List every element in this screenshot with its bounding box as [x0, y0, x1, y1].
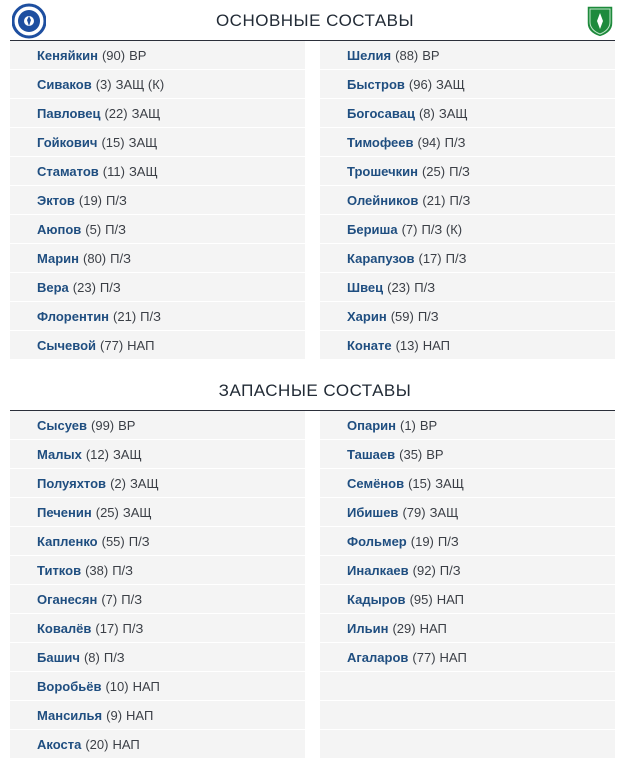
player-name[interactable]: Конате — [347, 337, 392, 353]
player-row — [320, 70, 615, 98]
player-name[interactable]: Ибишев — [347, 504, 399, 520]
player-row — [10, 498, 305, 526]
player-row — [320, 331, 615, 359]
player-name[interactable]: Сиваков — [37, 76, 92, 92]
player-name[interactable]: Аюпов — [37, 221, 82, 237]
player-position: ВР — [419, 417, 438, 433]
player-number: (17) — [95, 620, 119, 636]
player-name[interactable]: Флорентин — [37, 308, 110, 324]
player-position: П/З — [112, 562, 134, 578]
player-position: ЗАЩ — [128, 134, 158, 150]
player-number: (10) — [105, 678, 129, 694]
substitutes-title: ЗАПАСНЫЕ СОСТАВЫ — [218, 381, 412, 400]
player-position: П/З — [128, 533, 150, 549]
player-number: (90) — [101, 47, 126, 63]
player-position: ВР — [426, 446, 444, 462]
player-row — [320, 411, 615, 439]
player-name[interactable]: Трошечкин — [347, 163, 418, 179]
player-number: (5) — [85, 221, 102, 237]
player-row — [320, 527, 615, 555]
player-row — [320, 157, 615, 185]
player-row — [320, 244, 615, 272]
player-position: П/З — [140, 308, 161, 324]
player-row — [10, 273, 305, 301]
player-position: ЗАЩ — [131, 105, 161, 121]
player-number: (15) — [408, 475, 432, 491]
player-row — [10, 99, 305, 127]
player-row — [10, 614, 305, 642]
player-number: (20) — [85, 736, 109, 752]
player-row — [10, 643, 305, 671]
player-number: (7) — [101, 591, 118, 607]
player-number: (94) — [417, 134, 441, 150]
player-name[interactable]: Карапузов — [347, 250, 415, 266]
starting-away-list — [320, 41, 615, 360]
player-number: (7) — [401, 221, 418, 237]
player-number: (77) — [100, 337, 124, 353]
player-name[interactable]: Павловец — [37, 105, 101, 121]
player-position: П/З — [449, 163, 470, 179]
player-position: П/З — [110, 250, 131, 266]
player-name[interactable]: Шелия — [347, 47, 392, 63]
player-name[interactable]: Акоста — [37, 736, 82, 752]
player-number: (9) — [106, 707, 123, 723]
player-number: (77) — [412, 649, 436, 665]
player-position: П/З — [99, 279, 121, 295]
player-number: (19) — [78, 192, 103, 208]
player-number: (15) — [101, 134, 125, 150]
player-name[interactable]: Сычевой — [37, 337, 97, 353]
player-name[interactable]: Кадыров — [347, 591, 406, 607]
player-row — [320, 128, 615, 156]
player-position: НАП — [419, 620, 447, 636]
player-number: (2) — [110, 475, 126, 491]
player-row — [10, 701, 305, 729]
player-position: П/З — [449, 192, 471, 208]
player-name[interactable]: Капленко — [37, 533, 98, 549]
player-row — [10, 730, 305, 758]
empty-row — [320, 730, 615, 758]
player-name[interactable]: Богосавац — [347, 105, 415, 121]
player-name[interactable]: Ташаев — [347, 446, 396, 462]
player-position: П/З — [444, 134, 466, 150]
player-row — [320, 585, 615, 613]
player-name[interactable]: Гойкович — [37, 134, 98, 150]
player-number: (13) — [395, 337, 419, 353]
player-row — [10, 128, 305, 156]
player-position: НАП — [127, 337, 155, 353]
player-number: (1) — [399, 417, 416, 433]
player-name[interactable]: Бериша — [347, 221, 398, 237]
starting-lineups-title: ОСНОВНЫЕ СОСТАВЫ — [215, 11, 415, 30]
player-row — [10, 527, 305, 555]
player-position: П/З — [439, 562, 461, 578]
player-row — [10, 440, 305, 468]
player-position: ЗАЩ — [129, 475, 159, 491]
player-name[interactable]: Харин — [347, 308, 387, 324]
player-row — [10, 556, 305, 584]
player-position: П/З — [122, 620, 144, 636]
player-position: П/З (К) — [421, 221, 463, 237]
player-number: (8) — [83, 649, 100, 665]
player-position: ВР — [422, 47, 440, 63]
player-number: (59) — [390, 308, 414, 324]
player-position: П/З — [105, 221, 126, 237]
player-position: П/З — [414, 279, 436, 295]
player-number: (19) — [410, 533, 434, 549]
player-number: (25) — [95, 504, 119, 520]
player-row — [320, 215, 615, 243]
player-row — [320, 99, 615, 127]
player-position: ВР — [129, 47, 147, 63]
player-name[interactable]: Малых — [37, 446, 82, 462]
player-number: (23) — [387, 279, 411, 295]
player-name[interactable]: Олейников — [347, 192, 419, 208]
player-name[interactable]: Опарин — [347, 417, 396, 433]
empty-row — [320, 672, 615, 700]
player-name[interactable]: Печенин — [37, 504, 92, 520]
player-position: ЗАЩ — [128, 163, 158, 179]
player-number: (3) — [95, 76, 112, 92]
player-number: (38) — [85, 562, 109, 578]
player-name[interactable]: Тимофеев — [347, 134, 414, 150]
player-row — [10, 70, 305, 98]
player-number: (92) — [412, 562, 436, 578]
empty-row — [320, 701, 615, 729]
player-row — [10, 186, 305, 214]
player-row — [10, 215, 305, 243]
player-number: (25) — [421, 163, 446, 179]
player-name[interactable]: Фольмер — [347, 533, 407, 549]
player-number: (21) — [422, 192, 446, 208]
player-name[interactable]: Полуяхтов — [37, 475, 107, 491]
player-row — [10, 41, 305, 69]
player-position: П/З — [106, 192, 127, 208]
player-name[interactable]: Семёнов — [347, 475, 405, 491]
player-position: ЗАЩ — [429, 504, 459, 520]
player-position: П/З — [121, 591, 143, 607]
player-number: (11) — [102, 163, 125, 179]
player-name[interactable]: Быстров — [347, 76, 405, 92]
player-row — [320, 498, 615, 526]
player-row — [320, 469, 615, 497]
player-name[interactable]: Кеняйкин — [37, 47, 98, 63]
player-position: ЗАЩ — [435, 475, 464, 491]
player-position: П/З — [417, 308, 439, 324]
player-name[interactable]: Мансилья — [37, 707, 103, 723]
player-position: НАП — [112, 736, 140, 752]
player-number: (8) — [418, 105, 435, 121]
player-position: П/З — [103, 649, 125, 665]
player-number: (17) — [418, 250, 442, 266]
player-row — [10, 585, 305, 613]
player-position: НАП — [422, 337, 450, 353]
player-number: (22) — [104, 105, 128, 121]
player-position: ВР — [118, 417, 136, 433]
player-row — [320, 41, 615, 69]
player-row — [320, 186, 615, 214]
player-number: (12) — [85, 446, 109, 462]
player-number: (88) — [395, 47, 419, 63]
player-number: (96) — [408, 76, 433, 92]
player-name[interactable]: Оганесян — [37, 591, 98, 607]
player-number: (23) — [72, 279, 96, 295]
player-number: (29) — [392, 620, 416, 636]
player-name[interactable]: Стаматов — [37, 163, 99, 179]
player-number: (95) — [409, 591, 433, 607]
player-number: (55) — [101, 533, 125, 549]
player-name[interactable]: Титков — [37, 562, 82, 578]
player-row — [320, 273, 615, 301]
player-row — [320, 643, 615, 671]
player-row — [10, 411, 305, 439]
player-name[interactable]: Башич — [37, 649, 80, 665]
player-position: НАП — [132, 678, 160, 694]
substitutes-home-list — [10, 411, 305, 759]
substitutes-away-list — [320, 411, 615, 759]
player-number: (99) — [91, 417, 115, 433]
player-position: ЗАЩ — [436, 76, 465, 92]
player-row — [10, 672, 305, 700]
player-position: НАП — [436, 591, 464, 607]
player-row — [320, 440, 615, 468]
player-number: (21) — [113, 308, 137, 324]
player-name[interactable]: Ковалёв — [37, 620, 92, 636]
player-row — [320, 302, 615, 330]
player-position: ЗАЩ (К) — [115, 76, 165, 92]
player-row — [10, 244, 305, 272]
player-name[interactable]: Марин — [37, 250, 80, 266]
player-name[interactable]: Эктов — [37, 192, 75, 208]
player-row — [10, 302, 305, 330]
player-number: (79) — [402, 504, 426, 520]
player-name[interactable]: Сысуев — [37, 417, 88, 433]
player-name[interactable]: Иналкаев — [347, 562, 409, 578]
player-row — [10, 157, 305, 185]
player-position: ЗАЩ — [112, 446, 142, 462]
player-position: НАП — [439, 649, 467, 665]
player-position: ЗАЩ — [122, 504, 152, 520]
player-row — [320, 614, 615, 642]
player-row — [10, 331, 305, 359]
starting-home-list — [10, 41, 305, 360]
player-row — [320, 556, 615, 584]
player-row — [10, 469, 305, 497]
player-name[interactable]: Швец — [347, 279, 384, 295]
player-number: (35) — [399, 446, 423, 462]
player-position: П/З — [437, 533, 459, 549]
player-position: П/З — [445, 250, 467, 266]
player-name[interactable]: Ильин — [347, 620, 389, 636]
player-name[interactable]: Агаларов — [347, 649, 409, 665]
player-name[interactable]: Вера — [37, 279, 69, 295]
player-position: НАП — [126, 707, 154, 723]
player-name[interactable]: Воробьёв — [37, 678, 102, 694]
player-position: ЗАЩ — [438, 105, 468, 121]
player-number: (80) — [83, 250, 107, 266]
